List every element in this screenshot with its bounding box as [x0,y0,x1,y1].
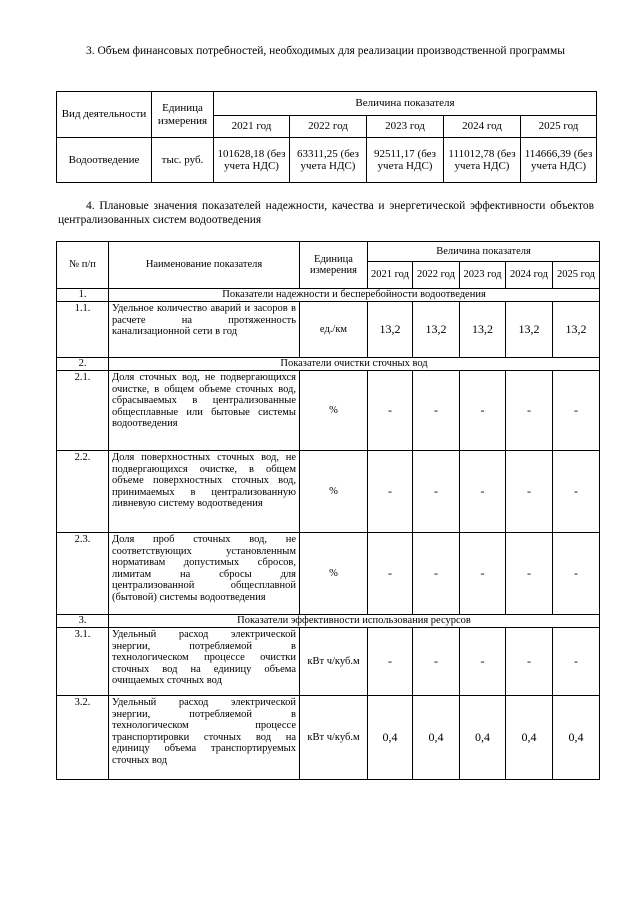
value-cell: 0,4 [413,696,460,780]
value-cell: - [413,628,460,696]
value-cell: 0,4 [368,696,413,780]
value-cell: - [413,371,460,451]
value-cell: - [553,371,600,451]
unit-cell: ед./км [300,302,368,358]
year-header: 2023 год [367,116,444,138]
year-header: 2021 год [368,262,413,289]
value-cell: 13,2 [506,302,553,358]
indicator-name: Доля сточных вод, не подвергающихся очистке, в общем объеме сточных вод, сбрасываемых в централизованные общесплавные или бытовые системы водоотведения [109,371,300,451]
section4-heading: 4. Плановые значения показателей надежности, качества и энергетической эффективности объектов централизованных систем водоотведения [58,200,594,226]
indicator-name: Доля поверхностных сточных вод, не подвергающихся очистке, в общем объеме поверхностных сточных вод, принимаемых в централизованную ливневую систему водоотведения [109,451,300,533]
group-title: Показатели надежности и бесперебойности водоотведения [109,289,600,302]
value-cell: 13,2 [413,302,460,358]
unit-cell: % [300,533,368,615]
indicator-name: Доля проб сточных вод, не соответствующих установленным нормативам допустимых сбросов, лимитам на сбросы для централизованной общесплавной (бытовой) системы водоотведения [109,533,300,615]
unit-cell: кВт ч/куб.м [300,696,368,780]
value-cell: 0,4 [460,696,506,780]
value-cell: - [506,628,553,696]
unit-cell: % [300,371,368,451]
value-cell: - [368,628,413,696]
value-cell: 0,4 [553,696,600,780]
col-unit-header: Единица измерения [300,242,368,289]
year-header: 2025 год [521,116,597,138]
year-header: 2021 год [214,116,290,138]
row-num: 3.1. [57,628,109,696]
col-value-header: Величина показателя [368,242,600,262]
value-cell: - [460,451,506,533]
unit-cell: кВт ч/куб.м [300,628,368,696]
value-cell: 111012,78 (без учета НДС) [444,138,521,183]
col-unit-header: Единица измерения [152,92,214,138]
value-cell: - [413,533,460,615]
row-num: 2.3. [57,533,109,615]
col-value-header: Величина показателя [214,92,597,116]
indicators-table [56,241,600,780]
value-cell: 63311,25 (без учета НДС) [290,138,367,183]
group-num: 2. [57,358,109,371]
value-cell: - [553,533,600,615]
value-cell: - [506,533,553,615]
row-num: 1.1. [57,302,109,358]
indicator-name: Удельное количество аварий и засоров в расчете на протяженность канализационной сети в год [109,302,300,358]
value-cell: - [368,451,413,533]
indicator-name: Удельный расход электрической энергии, потребляемой в технологическом процессе очистки сточных вод на единицу объема очищаемых сточных вод [109,628,300,696]
group-num: 3. [57,615,109,628]
year-header: 2024 год [444,116,521,138]
group-title: Показатели очистки сточных вод [109,358,600,371]
value-cell: - [413,451,460,533]
value-cell: - [460,628,506,696]
unit-cell: % [300,451,368,533]
unit-cell: тыс. руб. [152,138,214,183]
value-cell: - [368,371,413,451]
activity-cell: Водоотведение [57,138,152,183]
value-cell: 13,2 [368,302,413,358]
value-cell: - [368,533,413,615]
row-num: 2.1. [57,371,109,451]
value-cell: - [553,451,600,533]
value-cell: 114666,39 (без учета НДС) [521,138,597,183]
group-title: Показатели эффективности использования ресурсов [109,615,600,628]
section3-heading: 3. Объем финансовых потребностей, необходимых для реализации производственной программы [86,45,565,57]
indicator-name: Удельный расход электрической энергии, потребляемой в технологическом процессе транспортировки сточных вод на единицу объема транспортируемых сточных вод [109,696,300,780]
financial-needs-table [56,91,597,183]
col-name-header: Наименование показателя [109,242,300,289]
group-num: 1. [57,289,109,302]
year-header: 2022 год [290,116,367,138]
value-cell: 92511,17 (без учета НДС) [367,138,444,183]
value-cell: - [460,371,506,451]
year-header: 2024 год [506,262,553,289]
value-cell: 13,2 [553,302,600,358]
value-cell: - [553,628,600,696]
row-num: 2.2. [57,451,109,533]
value-cell: 101628,18 (без учета НДС) [214,138,290,183]
value-cell: - [506,371,553,451]
value-cell: 0,4 [506,696,553,780]
col-activity-header: Вид деятельности [57,92,152,138]
value-cell: - [506,451,553,533]
year-header: 2025 год [553,262,600,289]
value-cell: - [460,533,506,615]
year-header: 2022 год [413,262,460,289]
col-num-header: № п/п [57,242,109,289]
row-num: 3.2. [57,696,109,780]
year-header: 2023 год [460,262,506,289]
value-cell: 13,2 [460,302,506,358]
